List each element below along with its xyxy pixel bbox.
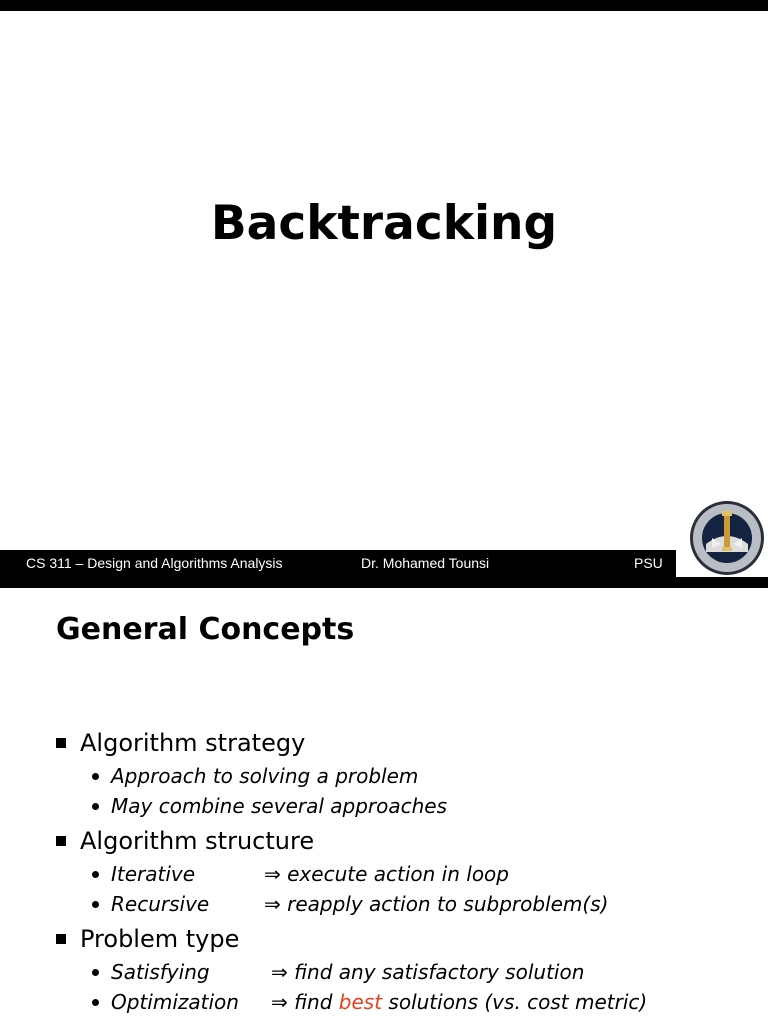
implies-arrow-icon: ⇒ <box>271 960 288 984</box>
slide-divider <box>0 577 768 588</box>
dot-bullet-icon <box>92 871 99 878</box>
implies-arrow-icon: ⇒ <box>271 990 288 1014</box>
sub-bullet: Optimization ⇒ find best solutions (vs. cost metric) <box>92 989 647 1015</box>
slide-title: General Concepts <box>56 612 355 647</box>
square-bullet-icon <box>56 934 66 944</box>
dot-bullet-icon <box>92 803 99 810</box>
sub-bullet: Iterative ⇒ execute action in loop <box>92 861 509 887</box>
top-bar <box>0 0 768 11</box>
slide-footer <box>0 550 676 577</box>
sub-bullet: Approach to solving a problem <box>92 763 418 789</box>
slide-title: Backtracking <box>210 196 558 251</box>
highlight-text: best <box>338 990 383 1014</box>
university-seal-icon <box>689 500 765 576</box>
bullet-problem-type: Problem type <box>56 924 239 954</box>
dot-bullet-icon <box>92 969 99 976</box>
implies-arrow-icon: ⇒ <box>264 892 281 916</box>
footer-course: CS 311 – Design and Algorithms Analysis <box>26 555 283 571</box>
dot-bullet-icon <box>92 901 99 908</box>
dot-bullet-icon <box>92 773 99 780</box>
dot-bullet-icon <box>92 999 99 1006</box>
square-bullet-icon <box>56 836 66 846</box>
sub-bullet: Recursive ⇒ reapply action to subproblem(s) <box>92 891 608 917</box>
implies-arrow-icon: ⇒ <box>264 862 281 886</box>
sub-bullet: May combine several approaches <box>92 793 447 819</box>
square-bullet-icon <box>56 738 66 748</box>
bullet-algorithm-strategy: Algorithm strategy <box>56 728 305 758</box>
bullet-algorithm-structure: Algorithm structure <box>56 826 314 856</box>
footer-institution: PSU <box>634 555 663 571</box>
content-slide <box>0 588 768 1024</box>
footer-author: Dr. Mohamed Tounsi <box>361 555 490 571</box>
sub-bullet: Satisfying ⇒ find any satisfactory solution <box>92 959 584 985</box>
